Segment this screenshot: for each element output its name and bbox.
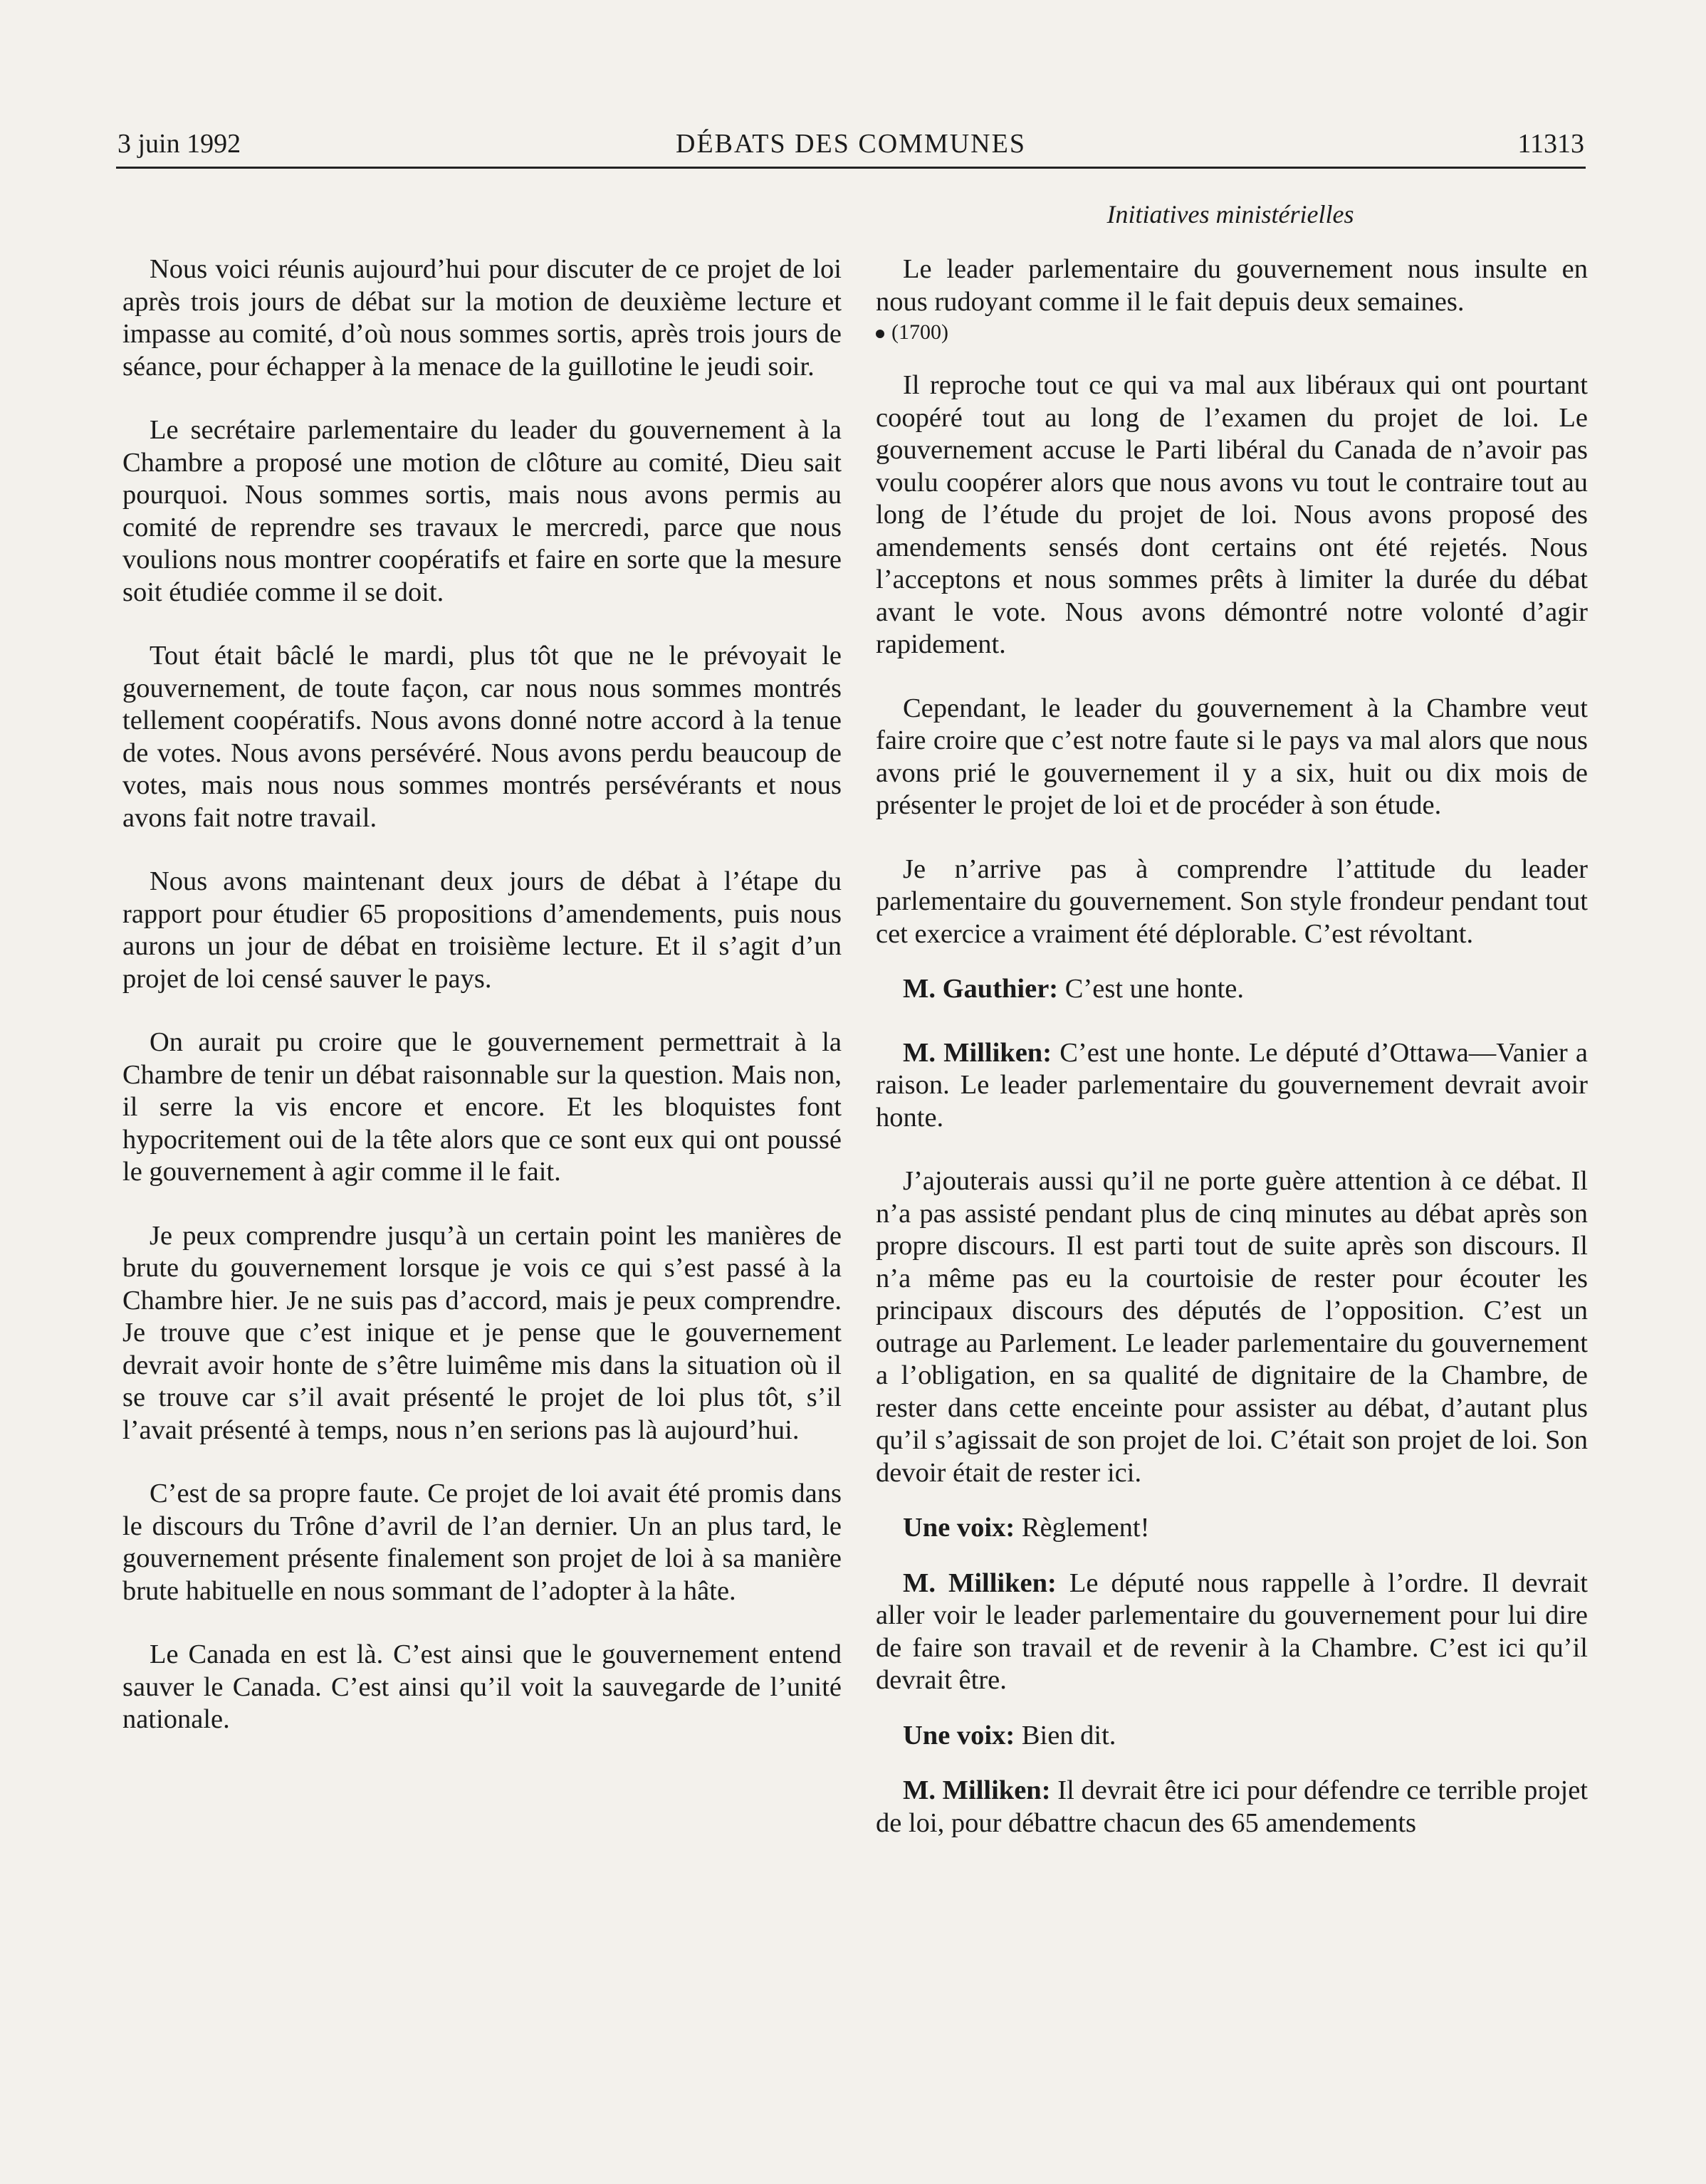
- speech-exchange: [876, 1568, 1588, 1697]
- right-column: [876, 253, 1588, 1839]
- speech-text: Le député nous rappelle à l’ordre. Il devrait aller voir le leader parlementaire du gouvernement pour lui dire de faire son travail et de revenir à la Chambre. C’est ici qu’il devrait être.: [876, 1568, 1589, 1695]
- header-rule: [116, 167, 1586, 169]
- speech-text: C’est une honte.: [1058, 974, 1245, 1004]
- speech-text: C’est une honte. Le député d’Ottawa—Vanier a raison. Le leader parlementaire du gouvernement devrait avoir honte.: [876, 1037, 1588, 1133]
- paragraph: Nous avons maintenant deux jours de débat à l’étape du rapport pour étudier 65 propositions d’amendements, puis nous aurons un jour de débat en troisième lecture. Et il s’agit d’un projet de loi censé sauver le pays.: [122, 866, 842, 994]
- page-number: 11313: [1517, 129, 1584, 159]
- paragraph: J’ajouterais aussi qu’il ne porte guère attention à ce débat. Il n’a pas assisté pendant plus de cinq minutes au débat après son propre discours. Il est parti tout de suite après son discours. Il n’a même pas eu la courtoisie de rester pour écouter les principaux discours des députés de l’opposition. C’est un outrage au Parlement. Le leader parlementaire du gouvernement a l’obligation, en sa qualité de dignitaire de la Chambre, de rester dans cette enceinte pour assister au débat, d’autant plus qu’il s’agissait de son projet de loi. C’était son projet de loi. Son devoir était de rester ici.: [876, 1166, 1588, 1488]
- paragraph: Tout était bâclé le mardi, plus tôt que ne le prévoyait le gouvernement, de toute façon, car nous nous sommes montrés tellement coopératifs. Nous avons donné notre accord à la tenue de votes. Nous avons persévéré. Nous avons perdu beaucoup de votes, mais nous nous sommes montrés persévérants et nous avons fait notre travail.: [122, 641, 842, 833]
- speech-exchange: [876, 1512, 1588, 1545]
- speech-text: Il devrait être ici pour défendre ce terrible projet de loi, pour débattre chacun des 65 amendements: [876, 1775, 1588, 1838]
- paragraph: On aurait pu croire que le gouvernement permettrait à la Chambre de tenir un débat raisonnable sur la question. Mais non, il serre la vis encore et encore. Et les bloquistes font hypocritement oui de la tête alors que ce sont eux qui ont poussé le gouvernement à agir comme il le fait.: [122, 1027, 842, 1187]
- paragraph: Je peux comprendre jusqu’à un certain point les manières de brute du gouvernement lorsque je vois ce qui s’est passé à la Chambre hier. Je ne suis pas d’accord, mais je peux comprendre. Je trouve que c’est inique et je pense que le gouvernement devrait avoir honte de s’être luimême mis dans la situation où il se trouve car s’il avait présenté le projet de loi plus tôt, s’il l’avait présenté à temps, nous n’en serions pas là aujourd’hui.: [122, 1220, 842, 1445]
- left-column: [122, 253, 842, 1736]
- speaker-name: M. Milliken:: [903, 1568, 1057, 1598]
- speech-exchange: [876, 1775, 1588, 1839]
- paragraph: Cependant, le leader du gouvernement à la Chambre veut faire croire que c’est notre faute si le pays va mal alors que nous avons prié le gouvernement il y a six, huit ou dix mois de présenter le projet de loi et de procéder à son étude.: [876, 693, 1588, 820]
- paragraph: Le leader parlementaire du gouvernement nous insulte en nous rudoyant comme il le fait depuis deux semaines.: [876, 254, 1588, 317]
- paragraph: Je n’arrive pas à comprendre l’attitude du leader parlementaire du gouvernement. Son style frondeur pendant tout cet exercice a vraiment été déplorable. C’est révoltant.: [876, 854, 1588, 949]
- time-marker-text: (1700): [891, 320, 948, 344]
- speech-exchange: [876, 1037, 1588, 1135]
- paragraph: C’est de sa propre faute. Ce projet de loi avait été promis dans le discours du Trône d’avril de l’an dernier. Un an plus tard, le gouvernement présente finalement son projet de loi à sa manière brute habituelle en nous sommant de l’adopter à la hâte.: [122, 1479, 842, 1606]
- header-date: 3 juin 1992: [117, 129, 241, 159]
- bullet-icon: [876, 330, 884, 338]
- page-header: [117, 121, 1584, 164]
- speaker-name: Une voix:: [903, 1513, 1015, 1543]
- speaker-name: M. Milliken:: [903, 1775, 1051, 1805]
- speaker-name: M. Gauthier:: [903, 974, 1059, 1004]
- speech-text: Bien dit.: [1015, 1720, 1116, 1750]
- time-marker: [876, 318, 1588, 347]
- speech-exchange: [876, 973, 1588, 1006]
- speaker-name: M. Milliken:: [903, 1037, 1052, 1068]
- paragraph: Le secrétaire parlementaire du leader du gouvernement à la Chambre a proposé une motion de clôture au comité, Dieu sait pourquoi. Nous sommes sortis, mais nous avons permis au comité de reprendre ses travaux le mercredi, parce que nous voulions nous montrer coopératifs et faire en sorte que la mesure soit étudiée comme il se doit.: [122, 415, 842, 607]
- paragraph: Nous voici réunis aujourd’hui pour discuter de ce projet de loi après trois jours de débat sur la motion de deuxième lecture et impasse au comité, d’où nous sommes sortis, après trois jours de séance, pour échapper à la menace de la guillotine le jeudi soir.: [122, 254, 842, 382]
- header-title: DÉBATS DES COMMUNES: [676, 129, 1026, 159]
- speech-text: Règlement!: [1015, 1513, 1150, 1543]
- section-rubric: Initiatives ministérielles: [1106, 200, 1354, 229]
- speaker-name: Une voix:: [903, 1720, 1015, 1750]
- paragraph: Il reproche tout ce qui va mal aux libéraux qui ont pourtant coopéré tout au long de l’examen du projet de loi. Le gouvernement accuse le Parti libéral du Canada de n’avoir pas voulu coopérer alors que nous avons vu tout le contraire tout au long de l’étude du projet de loi. Nous avons proposé des amendements sensés dont certains ont été rejetés. Nous l’acceptons et nous sommes prêts à limiter la durée du débat avant le vote. Nous avons démontré notre volonté d’agir rapidement.: [876, 370, 1588, 659]
- paragraph: Le Canada en est là. C’est ainsi que le gouvernement entend sauver le Canada. C’est ainsi qu’il voit la sauvegarde de l’unité nationale.: [122, 1639, 842, 1734]
- speech-exchange: [876, 1720, 1588, 1753]
